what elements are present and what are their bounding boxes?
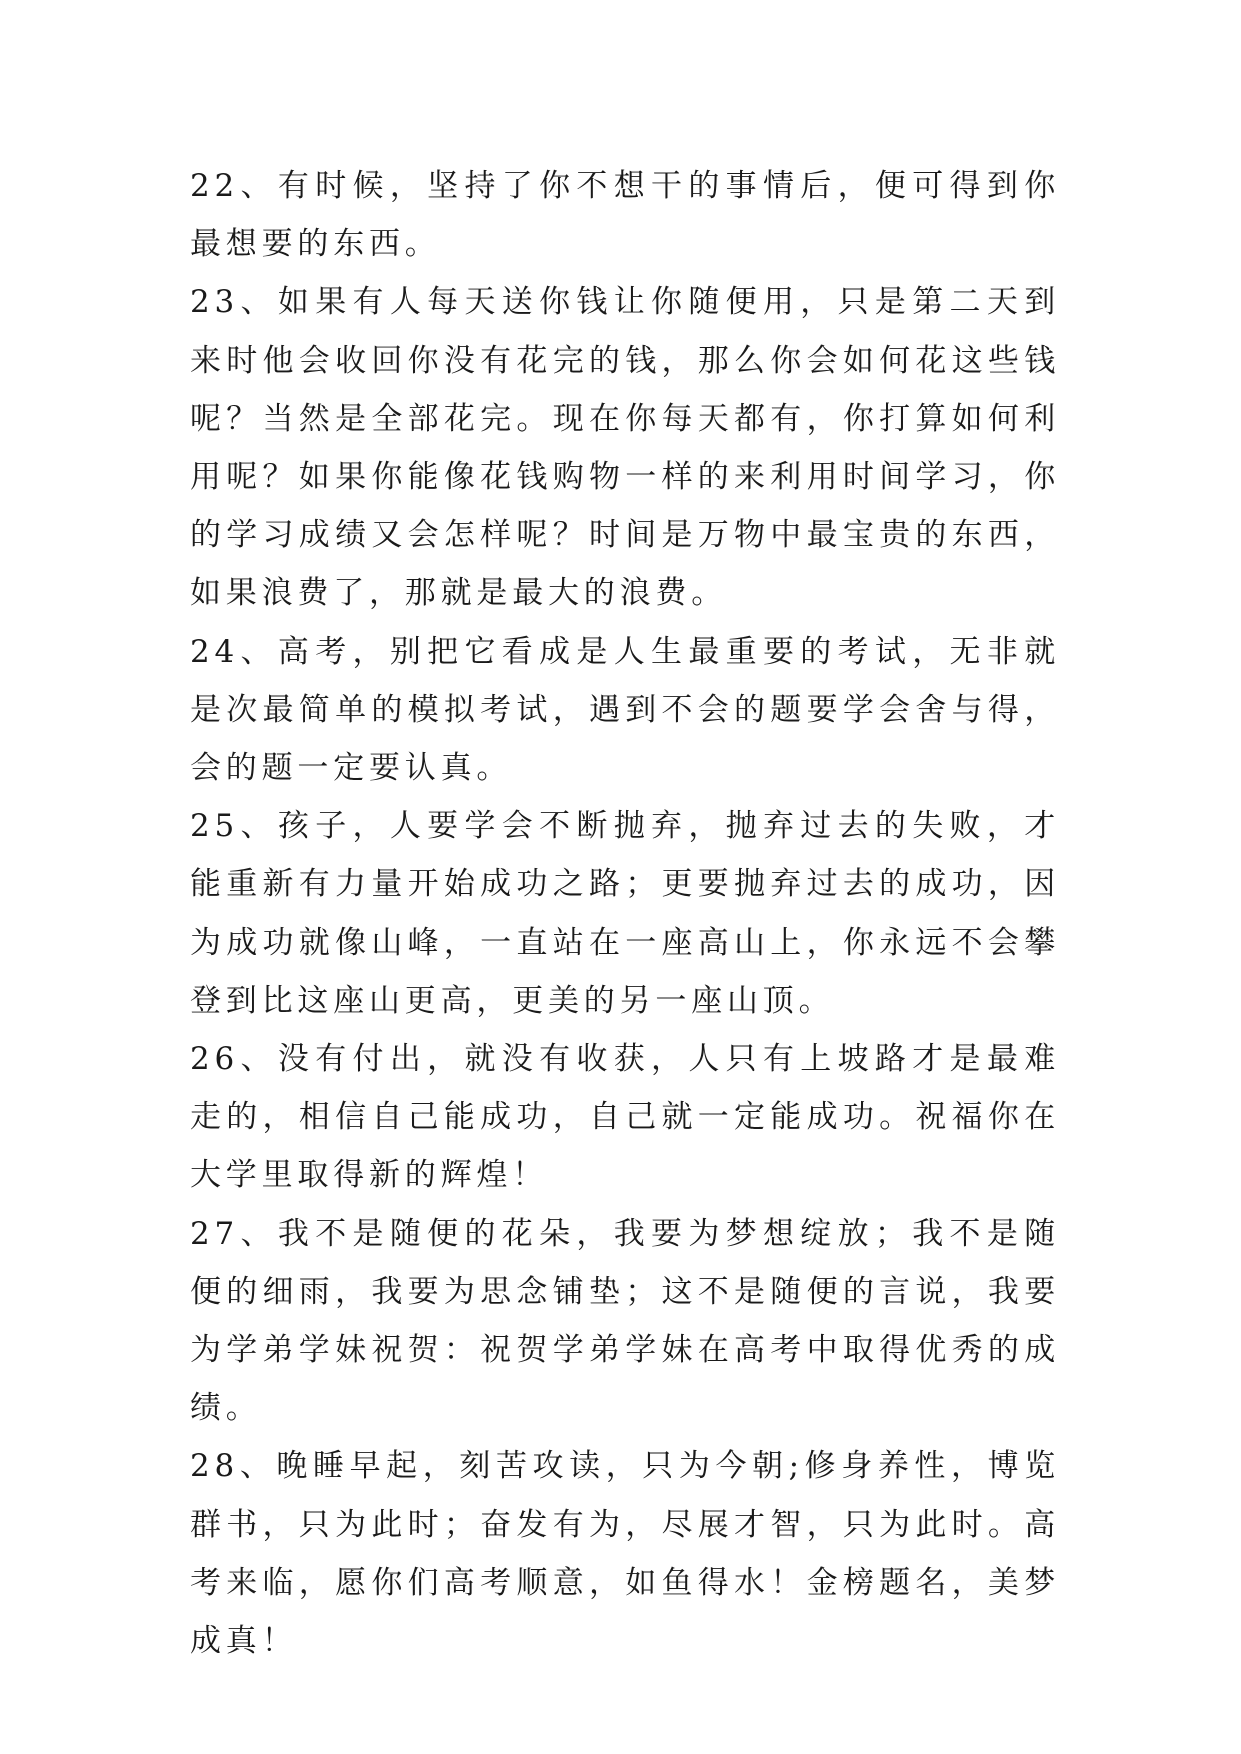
paragraph-25: 25、孩子，人要学会不断抛弃，抛弃过去的失败，才能重新有力量开始成功之路；更要抛弃过去的成功，因为成功就像山峰，一直站在一座高山上，你永远不会攀登到比这座山更高，更美的另一座山顶。 (190, 808, 1060, 1019)
paragraph-23: 23、如果有人每天送你钱让你随便用，只是第二天到来时他会收回你没有花完的钱，那么你会如何花这些钱呢？当然是全部花完。现在你每天都有，你打算如何利用呢？如果你能像花钱购物一样的来利用时间学习，你的学习成绩又会怎样呢？时间是万物中最宝贵的东西，如果浪费了，那就是最大的浪费。 (190, 284, 1060, 612)
document-body (190, 157, 1060, 1670)
paragraph-28: 28、晚睡早起，刻苦攻读，只为今朝;修身养性，博览群书，只为此时；奋发有为，尽展才智，只为此时。高考来临，愿你们高考顺意，如鱼得水！金榜题名，美梦成真！ (190, 1448, 1060, 1660)
paragraph-27: 27、我不是随便的花朵，我要为梦想绽放；我不是随便的细雨，我要为思念铺垫；这不是随便的言说，我要为学弟学妹祝贺：祝贺学弟学妹在高考中取得优秀的成绩。 (190, 1215, 1060, 1427)
paragraph-24: 24、高考，别把它看成是人生最重要的考试，无非就是次最简单的模拟考试，遇到不会的题要学会舍与得，会的题一定要认真。 (190, 633, 1060, 787)
paragraph-26: 26、没有付出，就没有收获，人只有上坡路才是最难走的，相信自己能成功，自己就一定能成功。祝福你在大学里取得新的辉煌！ (190, 1041, 1060, 1194)
paragraph-22: 22、有时候，坚持了你不想干的事情后，便可得到你最想要的东西。 (190, 168, 1060, 263)
